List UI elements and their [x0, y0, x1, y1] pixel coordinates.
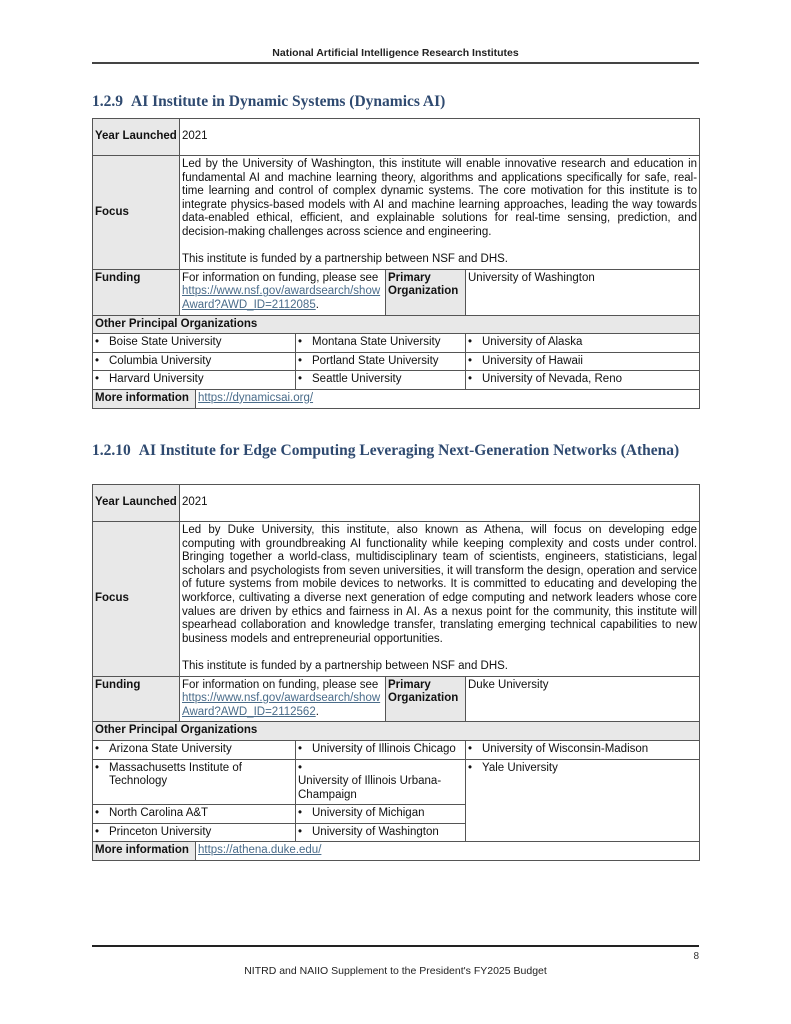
org-item [296, 371, 466, 390]
funding-period: . [315, 298, 319, 311]
org-name: University of Wisconsin-Madison [482, 742, 649, 755]
org-item [93, 371, 296, 390]
org-name: University of Illinois Chicago [312, 742, 456, 755]
org-name: Montana State University [312, 336, 441, 349]
bullet: • [298, 825, 303, 838]
org-item [93, 805, 296, 824]
org-item [93, 334, 296, 353]
org-item [93, 759, 296, 805]
org-name: Boise State University [109, 336, 222, 349]
org-item [296, 352, 466, 371]
org-name: University of Nevada, Reno [482, 373, 622, 386]
bullet: • [95, 373, 100, 386]
bullet: • [298, 373, 303, 386]
year-launched-value: 2021 [180, 119, 700, 156]
primary-organization-label: Primary Organization [386, 676, 466, 722]
running-footer: NITRD and NAIIO Supplement to the President's FY2025 Budget [244, 965, 547, 977]
focus-cell [180, 522, 700, 677]
org-name: University of Hawaii [482, 354, 583, 367]
bullet: • [468, 354, 473, 367]
funding-label: Funding [93, 676, 180, 722]
other-organizations-label: Other Principal Organizations [93, 315, 700, 334]
funding-award-link[interactable]: https://www.nsf.gov/awardsearch/showAward?AWD_ID=2112085 [182, 285, 381, 311]
funding-label: Funding [93, 269, 180, 315]
year-launched-label: Year Launched [93, 485, 180, 522]
more-information-link[interactable]: https://dynamicsai.org/ [198, 391, 314, 404]
section-title-text: AI Institute for Edge Computing Leveraging Next-Generation Networks (Athena) [138, 442, 680, 459]
focus-paragraph: Led by Duke University, this institute, also known as Athena, will focus on developing edge computing with groundbreaking AI functionality while keeping complexity and costs under control. Bringing together a world-class, multidisciplinary team of scientists, engineers, statisticians, legal scholars and psychologists from seven universities, it will transform the design, operation and service of future systems from mobile devices to networks. It is committed to educating and developing the workforce, cultivating a diverse next generation of edge computing and network leaders whose core values are driven by ethics and fairness in AI. As a nexus point for the community, this institute will spearhead collaboration and knowledge transfer, translating emerging technical capabilities to new business models and entrepreneurial opportunities. [182, 524, 698, 645]
org-item [93, 352, 296, 371]
header-rule [92, 62, 699, 64]
dynamics-ai-table [92, 118, 700, 409]
org-name: Princeton University [109, 825, 212, 838]
bullet: • [298, 807, 303, 820]
funding-text: For information on funding, please see [182, 271, 379, 284]
org-name: University of Washington [312, 825, 439, 838]
primary-organization-value: Duke University [466, 676, 700, 722]
org-item [466, 740, 700, 759]
bullet: • [95, 742, 100, 755]
page-number: 8 [693, 951, 699, 962]
org-item [296, 740, 466, 759]
focus-label: Focus [93, 522, 180, 677]
focus-cell [180, 156, 700, 270]
focus-paragraph: Led by the University of Washington, this institute will enable innovative research and education in fundamental AI and machine learning theory, algorithms and applications specifically for safe, real-time learning and control of complex dynamic systems. The core motivation for this institute is to integrate physics-based models with AI and machine learning approaches, leading the way towards data-enabled ethical, efficient, and explainable solutions for real-time sensing, prediction, and decision-making challenges across science and engineering. [182, 158, 698, 238]
org-name: North Carolina A&T [109, 807, 209, 820]
org-item [466, 759, 700, 842]
bullet: • [468, 742, 473, 755]
focus-funding-note: This institute is funded by a partnership between NSF and DHS. [182, 659, 509, 672]
org-name: University of Illinois Urbana-Champaign [298, 775, 442, 801]
running-header: National Artificial Intelligence Research Institutes [272, 47, 519, 59]
bullet: • [298, 742, 303, 755]
bullet: • [95, 807, 100, 820]
bullet: • [468, 373, 473, 386]
org-item [296, 334, 466, 353]
funding-award-link[interactable]: https://www.nsf.gov/awardsearch/showAward?AWD_ID=2112562 [182, 692, 381, 718]
more-information-label: More information [93, 389, 196, 408]
primary-organization-value: University of Washington [466, 269, 700, 315]
org-item [296, 823, 466, 842]
section-number: 1.2.10 [92, 442, 131, 459]
bullet: • [298, 336, 303, 349]
org-name: Massachusetts Institute of Technology [109, 761, 242, 788]
more-information-label: More information [93, 842, 196, 861]
section-heading-dynamics-ai [92, 93, 699, 111]
org-item [296, 759, 466, 805]
section-number: 1.2.9 [92, 93, 123, 110]
funding-period: . [315, 705, 319, 718]
org-name: Yale University [482, 761, 558, 774]
section-heading-athena [92, 442, 699, 460]
funding-cell [180, 269, 386, 315]
primary-organization-label: Primary Organization [386, 269, 466, 315]
more-information-link[interactable]: https://athena.duke.edu/ [198, 844, 322, 857]
funding-cell [180, 676, 386, 722]
section-title-text: AI Institute in Dynamic Systems (Dynamics AI) [131, 93, 446, 110]
org-item [296, 805, 466, 824]
org-name: University of Alaska [482, 336, 583, 349]
focus-funding-note: This institute is funded by a partnership between NSF and DHS. [182, 253, 509, 266]
bullet: • [95, 336, 100, 349]
org-name: Columbia University [109, 354, 212, 367]
bullet: • [468, 761, 473, 774]
org-name: Harvard University [109, 373, 204, 386]
bullet: • [95, 761, 100, 774]
other-organizations-label: Other Principal Organizations [93, 722, 700, 741]
org-item [466, 334, 700, 353]
bullet: • [298, 354, 303, 367]
org-item [466, 371, 700, 390]
bullet: • [468, 336, 473, 349]
org-item [93, 740, 296, 759]
bullet: • [95, 825, 100, 838]
footer-rule [92, 945, 699, 947]
org-name: Arizona State University [109, 742, 232, 755]
year-launched-label: Year Launched [93, 119, 180, 156]
bullet: • [95, 354, 100, 367]
bullet: • [298, 761, 303, 774]
org-name: Portland State University [312, 354, 439, 367]
funding-text: For information on funding, please see [182, 678, 379, 691]
more-information-cell [196, 389, 700, 408]
org-item [93, 823, 296, 842]
year-launched-value: 2021 [180, 485, 700, 522]
focus-label: Focus [93, 156, 180, 270]
org-name: Seattle University [312, 373, 402, 386]
org-item [466, 352, 700, 371]
more-information-cell [196, 842, 700, 861]
athena-table [92, 484, 700, 861]
org-name: University of Michigan [312, 807, 425, 820]
